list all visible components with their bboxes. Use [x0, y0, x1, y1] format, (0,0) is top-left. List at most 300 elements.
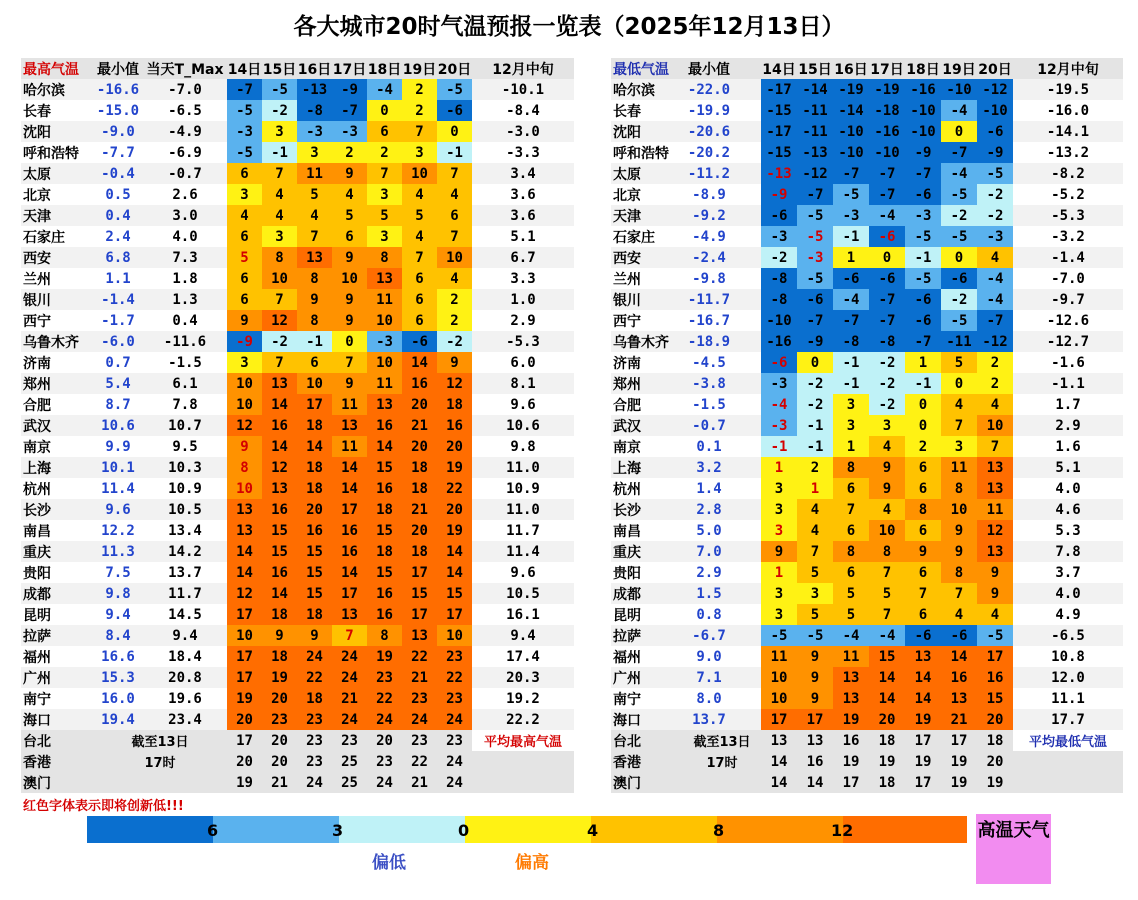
- forecast-cell: 14: [262, 583, 297, 604]
- city-name: 南宁: [613, 691, 641, 708]
- record-min-value: 9.0: [696, 648, 722, 665]
- forecast-cell: 13: [977, 541, 1013, 562]
- table-row: [21, 247, 574, 268]
- forecast-cell: 19: [986, 774, 1004, 791]
- forecast-cell: -10: [761, 310, 797, 331]
- forecast-cell: 17: [950, 732, 968, 749]
- city-name: 天津: [23, 208, 51, 225]
- forecast-cell: 8: [941, 478, 977, 499]
- forecast-cell: 6: [227, 289, 262, 310]
- table-row: [21, 688, 574, 709]
- extra-row-label: 17时: [706, 756, 738, 771]
- extra-city-row: [21, 751, 574, 772]
- city-name: 兰州: [613, 271, 641, 288]
- forecast-cell: -3: [905, 205, 941, 226]
- city-name: 合肥: [613, 397, 641, 414]
- today-value: [735, 583, 761, 604]
- forecast-cell: -1: [797, 415, 833, 436]
- city-name: 银川: [23, 292, 51, 309]
- forecast-cell: 12: [262, 457, 297, 478]
- table-row: [21, 457, 574, 478]
- forecast-cell: 13: [332, 604, 367, 625]
- city-name: 台北: [23, 733, 51, 750]
- forecast-cell: 6: [905, 520, 941, 541]
- mid-dec-average: 16.1: [506, 606, 540, 623]
- forecast-cell: 24: [446, 753, 463, 770]
- header-cell: 18日: [905, 58, 941, 79]
- extra-city-row: [611, 751, 1123, 772]
- forecast-cell: 20: [402, 520, 437, 541]
- forecast-cell: 9: [941, 541, 977, 562]
- forecast-cell: 0: [941, 247, 977, 268]
- table-row: [21, 625, 574, 646]
- forecast-cell: -11: [941, 331, 977, 352]
- forecast-cell: 4: [977, 604, 1013, 625]
- forecast-cell: -10: [869, 142, 905, 163]
- mid-dec-average: 6.0: [510, 354, 536, 371]
- forecast-cell: -4: [761, 394, 797, 415]
- today-value: [735, 142, 761, 163]
- table-row: [21, 394, 574, 415]
- forecast-cell: -9: [905, 142, 941, 163]
- legend-tick-label: 3: [332, 821, 344, 840]
- forecast-cell: -6: [437, 100, 472, 121]
- record-min-value: 1.1: [105, 270, 131, 287]
- record-min-value: -18.9: [687, 333, 731, 350]
- forecast-cell: 9: [905, 541, 941, 562]
- forecast-cell: 9: [262, 625, 297, 646]
- forecast-cell: 11: [297, 163, 332, 184]
- header-cell: 12月中旬: [1013, 58, 1123, 79]
- forecast-cell: 22: [437, 478, 472, 499]
- forecast-cell: 6: [833, 520, 869, 541]
- forecast-cell: 1: [833, 247, 869, 268]
- city-name: 武汉: [613, 418, 641, 435]
- table-row: [611, 709, 1123, 730]
- extra-row-label: 截至13日: [131, 735, 189, 750]
- today-value: 14.2: [168, 543, 202, 560]
- city-name: 银川: [613, 292, 641, 309]
- table-row: [21, 268, 574, 289]
- forecast-cell: 8: [297, 310, 332, 331]
- mid-dec-average: 2.9: [1055, 417, 1081, 434]
- forecast-cell: 18: [986, 732, 1004, 749]
- mid-dec-average: 10.8: [1051, 648, 1085, 665]
- forecast-cell: -15: [761, 142, 797, 163]
- legend-tick-label: 0: [458, 821, 470, 840]
- forecast-cell: 9: [297, 625, 332, 646]
- forecast-cell: -7: [905, 163, 941, 184]
- city-name: 太原: [23, 166, 51, 183]
- city-name: 长沙: [23, 502, 51, 519]
- forecast-cell: 4: [297, 205, 332, 226]
- forecast-cell: -5: [977, 625, 1013, 646]
- city-name: 拉萨: [613, 628, 641, 645]
- forecast-cell: -6: [977, 121, 1013, 142]
- forecast-cell: -2: [262, 331, 297, 352]
- mid-dec-average: 2.9: [510, 312, 536, 329]
- city-name: 郑州: [613, 376, 641, 393]
- city-name: 郑州: [23, 376, 51, 393]
- today-value: [735, 415, 761, 436]
- forecast-cell: 15: [977, 688, 1013, 709]
- forecast-cell: 13: [905, 646, 941, 667]
- header-cell: 12月中旬: [472, 58, 574, 79]
- forecast-cell: 7: [905, 583, 941, 604]
- legend-tick-label: 6: [207, 821, 219, 840]
- forecast-cell: 15: [262, 520, 297, 541]
- record-min-value: -7.7: [101, 144, 135, 161]
- forecast-cell: 3: [761, 604, 797, 625]
- forecast-cell: -9: [761, 184, 797, 205]
- mid-dec-average: 11.7: [506, 522, 540, 539]
- mid-dec-average: 11.0: [506, 501, 540, 518]
- forecast-cell: -7: [977, 310, 1013, 331]
- record-min-value: -8.9: [692, 186, 726, 203]
- forecast-cell: 24: [332, 667, 367, 688]
- forecast-cell: -10: [833, 121, 869, 142]
- table-title-cell: 最低气温: [611, 58, 683, 79]
- forecast-cell: -13: [797, 142, 833, 163]
- city-name: 成都: [613, 586, 641, 603]
- forecast-cell: 15: [297, 583, 332, 604]
- forecast-cell: 19: [950, 753, 968, 770]
- forecast-cell: -10: [905, 100, 941, 121]
- record-min-value: -11.2: [687, 165, 731, 182]
- mid-dec-average: 9.8: [510, 438, 536, 455]
- city-name: 广州: [613, 670, 641, 687]
- forecast-cell: -11: [797, 100, 833, 121]
- table-row: [611, 79, 1123, 100]
- forecast-cell: 0: [332, 331, 367, 352]
- forecast-cell: 3: [367, 184, 402, 205]
- forecast-cell: -2: [977, 184, 1013, 205]
- forecast-cell: 18: [402, 541, 437, 562]
- forecast-cell: 12: [977, 520, 1013, 541]
- forecast-cell: 10: [262, 268, 297, 289]
- table-row: [21, 373, 574, 394]
- mid-dec-average: -19.5: [1046, 81, 1090, 98]
- forecast-cell: -2: [869, 394, 905, 415]
- forecast-cell: 22: [367, 688, 402, 709]
- forecast-cell: 3: [869, 415, 905, 436]
- forecast-cell: -7: [869, 184, 905, 205]
- forecast-cell: 24: [297, 646, 332, 667]
- forecast-cell: 14: [262, 436, 297, 457]
- forecast-cell: -4: [833, 625, 869, 646]
- average-note: [1013, 751, 1123, 772]
- forecast-cell: 6: [905, 604, 941, 625]
- today-value: 1.3: [172, 291, 198, 308]
- forecast-cell: 6: [227, 268, 262, 289]
- forecast-cell: 17: [761, 709, 797, 730]
- forecast-cell: 16: [367, 478, 402, 499]
- forecast-cell: 22: [411, 753, 428, 770]
- today-value: [735, 373, 761, 394]
- mid-dec-average: 5.1: [510, 228, 536, 245]
- forecast-cell: 1: [761, 562, 797, 583]
- forecast-cell: 16: [262, 562, 297, 583]
- header-cell: 当天T_Max: [143, 58, 227, 79]
- today-value: [735, 394, 761, 415]
- forecast-cell: 15: [367, 520, 402, 541]
- table-row: [611, 436, 1123, 457]
- forecast-cell: 11: [833, 646, 869, 667]
- forecast-cell: 2: [437, 289, 472, 310]
- forecast-cell: 11: [941, 457, 977, 478]
- today-value: 13.4: [168, 522, 202, 539]
- forecast-cell: 21: [941, 709, 977, 730]
- forecast-cell: 11: [367, 289, 402, 310]
- legend-low-label: 偏低: [372, 853, 406, 873]
- record-min-value: 13.7: [692, 711, 726, 728]
- table-row: [611, 583, 1123, 604]
- forecast-cell: 15: [367, 562, 402, 583]
- legend-segment: [591, 816, 717, 843]
- forecast-cell: 0: [437, 121, 472, 142]
- forecast-cell: 20: [402, 436, 437, 457]
- forecast-cell: 10: [367, 352, 402, 373]
- table-row: [611, 289, 1123, 310]
- forecast-cell: 3: [262, 121, 297, 142]
- forecast-cell: 0: [367, 100, 402, 121]
- forecast-cell: 9: [941, 520, 977, 541]
- record-min-value: -6.7: [692, 627, 726, 644]
- forecast-cell: 21: [271, 774, 288, 791]
- forecast-cell: -1: [833, 352, 869, 373]
- city-name: 天津: [613, 208, 641, 225]
- today-value: [735, 478, 761, 499]
- record-min-value: 2.8: [696, 501, 722, 518]
- forecast-cell: 6: [402, 310, 437, 331]
- city-name: 济南: [23, 355, 51, 372]
- forecast-cell: -6: [905, 184, 941, 205]
- city-name: 上海: [613, 460, 641, 477]
- forecast-cell: 13: [262, 373, 297, 394]
- mid-dec-average: -14.1: [1046, 123, 1090, 140]
- mid-dec-average: -16.0: [1046, 102, 1090, 119]
- forecast-cell: 4: [332, 184, 367, 205]
- forecast-cell: 3: [833, 415, 869, 436]
- forecast-cell: 24: [367, 709, 402, 730]
- today-value: -4.9: [168, 123, 202, 140]
- forecast-cell: 9: [332, 373, 367, 394]
- forecast-cell: 5: [367, 205, 402, 226]
- header-cell: 15日: [262, 58, 297, 79]
- legend-high-label: 偏高: [515, 853, 549, 873]
- forecast-cell: 4: [262, 205, 297, 226]
- forecast-cell: -3: [833, 205, 869, 226]
- mid-dec-average: 9.6: [510, 396, 536, 413]
- forecast-cell: 23: [411, 732, 428, 749]
- table-row: [21, 583, 574, 604]
- legend-tick-label: 12: [831, 821, 854, 840]
- mid-dec-average: 7.8: [1055, 543, 1081, 560]
- forecast-cell: 16: [367, 583, 402, 604]
- forecast-cell: 10: [367, 310, 402, 331]
- city-name: 北京: [613, 187, 641, 204]
- forecast-cell: 7: [941, 583, 977, 604]
- forecast-cell: 15: [869, 646, 905, 667]
- today-value: 0.4: [172, 312, 198, 329]
- forecast-cell: -14: [797, 79, 833, 100]
- forecast-cell: 18: [297, 478, 332, 499]
- forecast-cell: 6: [227, 226, 262, 247]
- forecast-cell: 13: [977, 478, 1013, 499]
- table-row: [611, 268, 1123, 289]
- forecast-cell: -5: [797, 226, 833, 247]
- mid-dec-average: 3.7: [1055, 564, 1081, 581]
- forecast-cell: 6: [437, 205, 472, 226]
- table-row: [611, 142, 1123, 163]
- city-name: 昆明: [613, 607, 641, 624]
- table-row: [611, 604, 1123, 625]
- forecast-cell: -16: [905, 79, 941, 100]
- forecast-cell: 18: [297, 604, 332, 625]
- forecast-cell: -6: [869, 268, 905, 289]
- forecast-cell: -5: [262, 79, 297, 100]
- record-min-value: -1.5: [692, 396, 726, 413]
- forecast-cell: -8: [869, 331, 905, 352]
- forecast-cell: -7: [941, 142, 977, 163]
- mid-dec-average: -8.2: [1051, 165, 1085, 182]
- today-value: [735, 625, 761, 646]
- extra-city-row: [21, 772, 574, 793]
- extra-city-row: [611, 772, 1123, 793]
- forecast-cell: 8: [367, 625, 402, 646]
- today-value: 10.9: [168, 480, 202, 497]
- forecast-cell: -2: [869, 352, 905, 373]
- forecast-cell: -3: [227, 121, 262, 142]
- forecast-cell: 9: [977, 562, 1013, 583]
- table-row: [21, 310, 574, 331]
- forecast-cell: -10: [941, 79, 977, 100]
- forecast-cell: 24: [332, 646, 367, 667]
- forecast-cell: 19: [905, 709, 941, 730]
- forecast-cell: 5: [297, 184, 332, 205]
- forecast-cell: 7: [797, 541, 833, 562]
- forecast-cell: 15: [367, 457, 402, 478]
- forecast-cell: -5: [941, 184, 977, 205]
- forecast-cell: 15: [297, 562, 332, 583]
- forecast-cell: 7: [869, 604, 905, 625]
- forecast-cell: 2: [437, 310, 472, 331]
- today-value: -11.6: [163, 333, 207, 350]
- forecast-cell: 8: [833, 457, 869, 478]
- forecast-cell: 20: [986, 753, 1004, 770]
- forecast-cell: 21: [332, 688, 367, 709]
- forecast-cell: 23: [306, 753, 323, 770]
- record-min-value: 5.0: [696, 522, 722, 539]
- average-note: 平均最低气温: [1013, 730, 1123, 751]
- forecast-cell: -17: [761, 121, 797, 142]
- red-font-note: 红色字体表示即将创新低!!!: [23, 799, 184, 814]
- table-row: [611, 457, 1123, 478]
- forecast-cell: 13: [833, 667, 869, 688]
- forecast-cell: -5: [797, 625, 833, 646]
- table-row: [21, 709, 574, 730]
- forecast-cell: 7: [297, 226, 332, 247]
- forecast-cell: 14: [770, 753, 788, 770]
- forecast-cell: 9: [869, 478, 905, 499]
- forecast-cell: 15: [402, 583, 437, 604]
- forecast-cell: -14: [833, 100, 869, 121]
- forecast-cell: 1: [833, 436, 869, 457]
- forecast-cell: 6: [833, 562, 869, 583]
- city-name: 贵阳: [613, 565, 641, 582]
- forecast-cell: 17: [402, 604, 437, 625]
- mid-dec-average: -7.0: [1051, 270, 1085, 287]
- table-row: [21, 226, 574, 247]
- forecast-cell: 8: [297, 268, 332, 289]
- forecast-cell: 14: [367, 436, 402, 457]
- mid-dec-average: -5.3: [506, 333, 540, 350]
- forecast-cell: 23: [341, 732, 358, 749]
- forecast-cell: 4: [869, 436, 905, 457]
- forecast-cell: 25: [341, 753, 358, 770]
- mid-dec-average: 17.4: [506, 648, 540, 665]
- today-value: 7.8: [172, 396, 198, 413]
- forecast-cell: -11: [797, 121, 833, 142]
- forecast-cell: 12: [227, 415, 262, 436]
- city-name: 长沙: [613, 502, 641, 519]
- forecast-cell: 21: [402, 667, 437, 688]
- table-row: [21, 184, 574, 205]
- today-value: -1.5: [168, 354, 202, 371]
- forecast-cell: 14: [227, 541, 262, 562]
- forecast-cell: 13: [833, 688, 869, 709]
- forecast-cell: -5: [761, 625, 797, 646]
- forecast-cell: 23: [367, 667, 402, 688]
- forecast-cell: 13: [806, 732, 824, 749]
- forecast-cell: 8: [905, 499, 941, 520]
- today-value: [735, 520, 761, 541]
- record-min-value: 0.7: [105, 354, 131, 371]
- table-row: [611, 163, 1123, 184]
- forecast-cell: -19: [869, 79, 905, 100]
- forecast-cell: 7: [941, 415, 977, 436]
- record-min-value: -19.9: [687, 102, 731, 119]
- forecast-cell: 4: [437, 268, 472, 289]
- mid-dec-average: -3.3: [506, 144, 540, 161]
- city-name: 长春: [23, 103, 51, 120]
- record-min-value: 10.6: [101, 417, 135, 434]
- forecast-cell: -8: [297, 100, 332, 121]
- forecast-cell: -6: [941, 625, 977, 646]
- table-row: [611, 541, 1123, 562]
- today-value: 23.4: [168, 711, 202, 728]
- record-min-value: 7.5: [105, 564, 131, 581]
- mid-dec-average: -8.4: [506, 102, 540, 119]
- forecast-cell: 19: [236, 774, 253, 791]
- forecast-cell: -7: [869, 310, 905, 331]
- table-row: [21, 478, 574, 499]
- today-value: [735, 499, 761, 520]
- record-min-value: 0.1: [696, 438, 722, 455]
- forecast-cell: 17: [914, 774, 932, 791]
- header-cell: 最小值: [93, 58, 143, 79]
- forecast-cell: 0: [869, 247, 905, 268]
- forecast-cell: 2: [332, 142, 367, 163]
- header-cell: 最小值: [683, 58, 735, 79]
- record-min-value: -0.4: [101, 165, 135, 182]
- today-value: 1.8: [172, 270, 198, 287]
- city-name: 呼和浩特: [23, 145, 79, 162]
- forecast-cell: 20: [271, 753, 288, 770]
- forecast-cell: 14: [869, 667, 905, 688]
- today-value: [735, 226, 761, 247]
- table-row: [611, 478, 1123, 499]
